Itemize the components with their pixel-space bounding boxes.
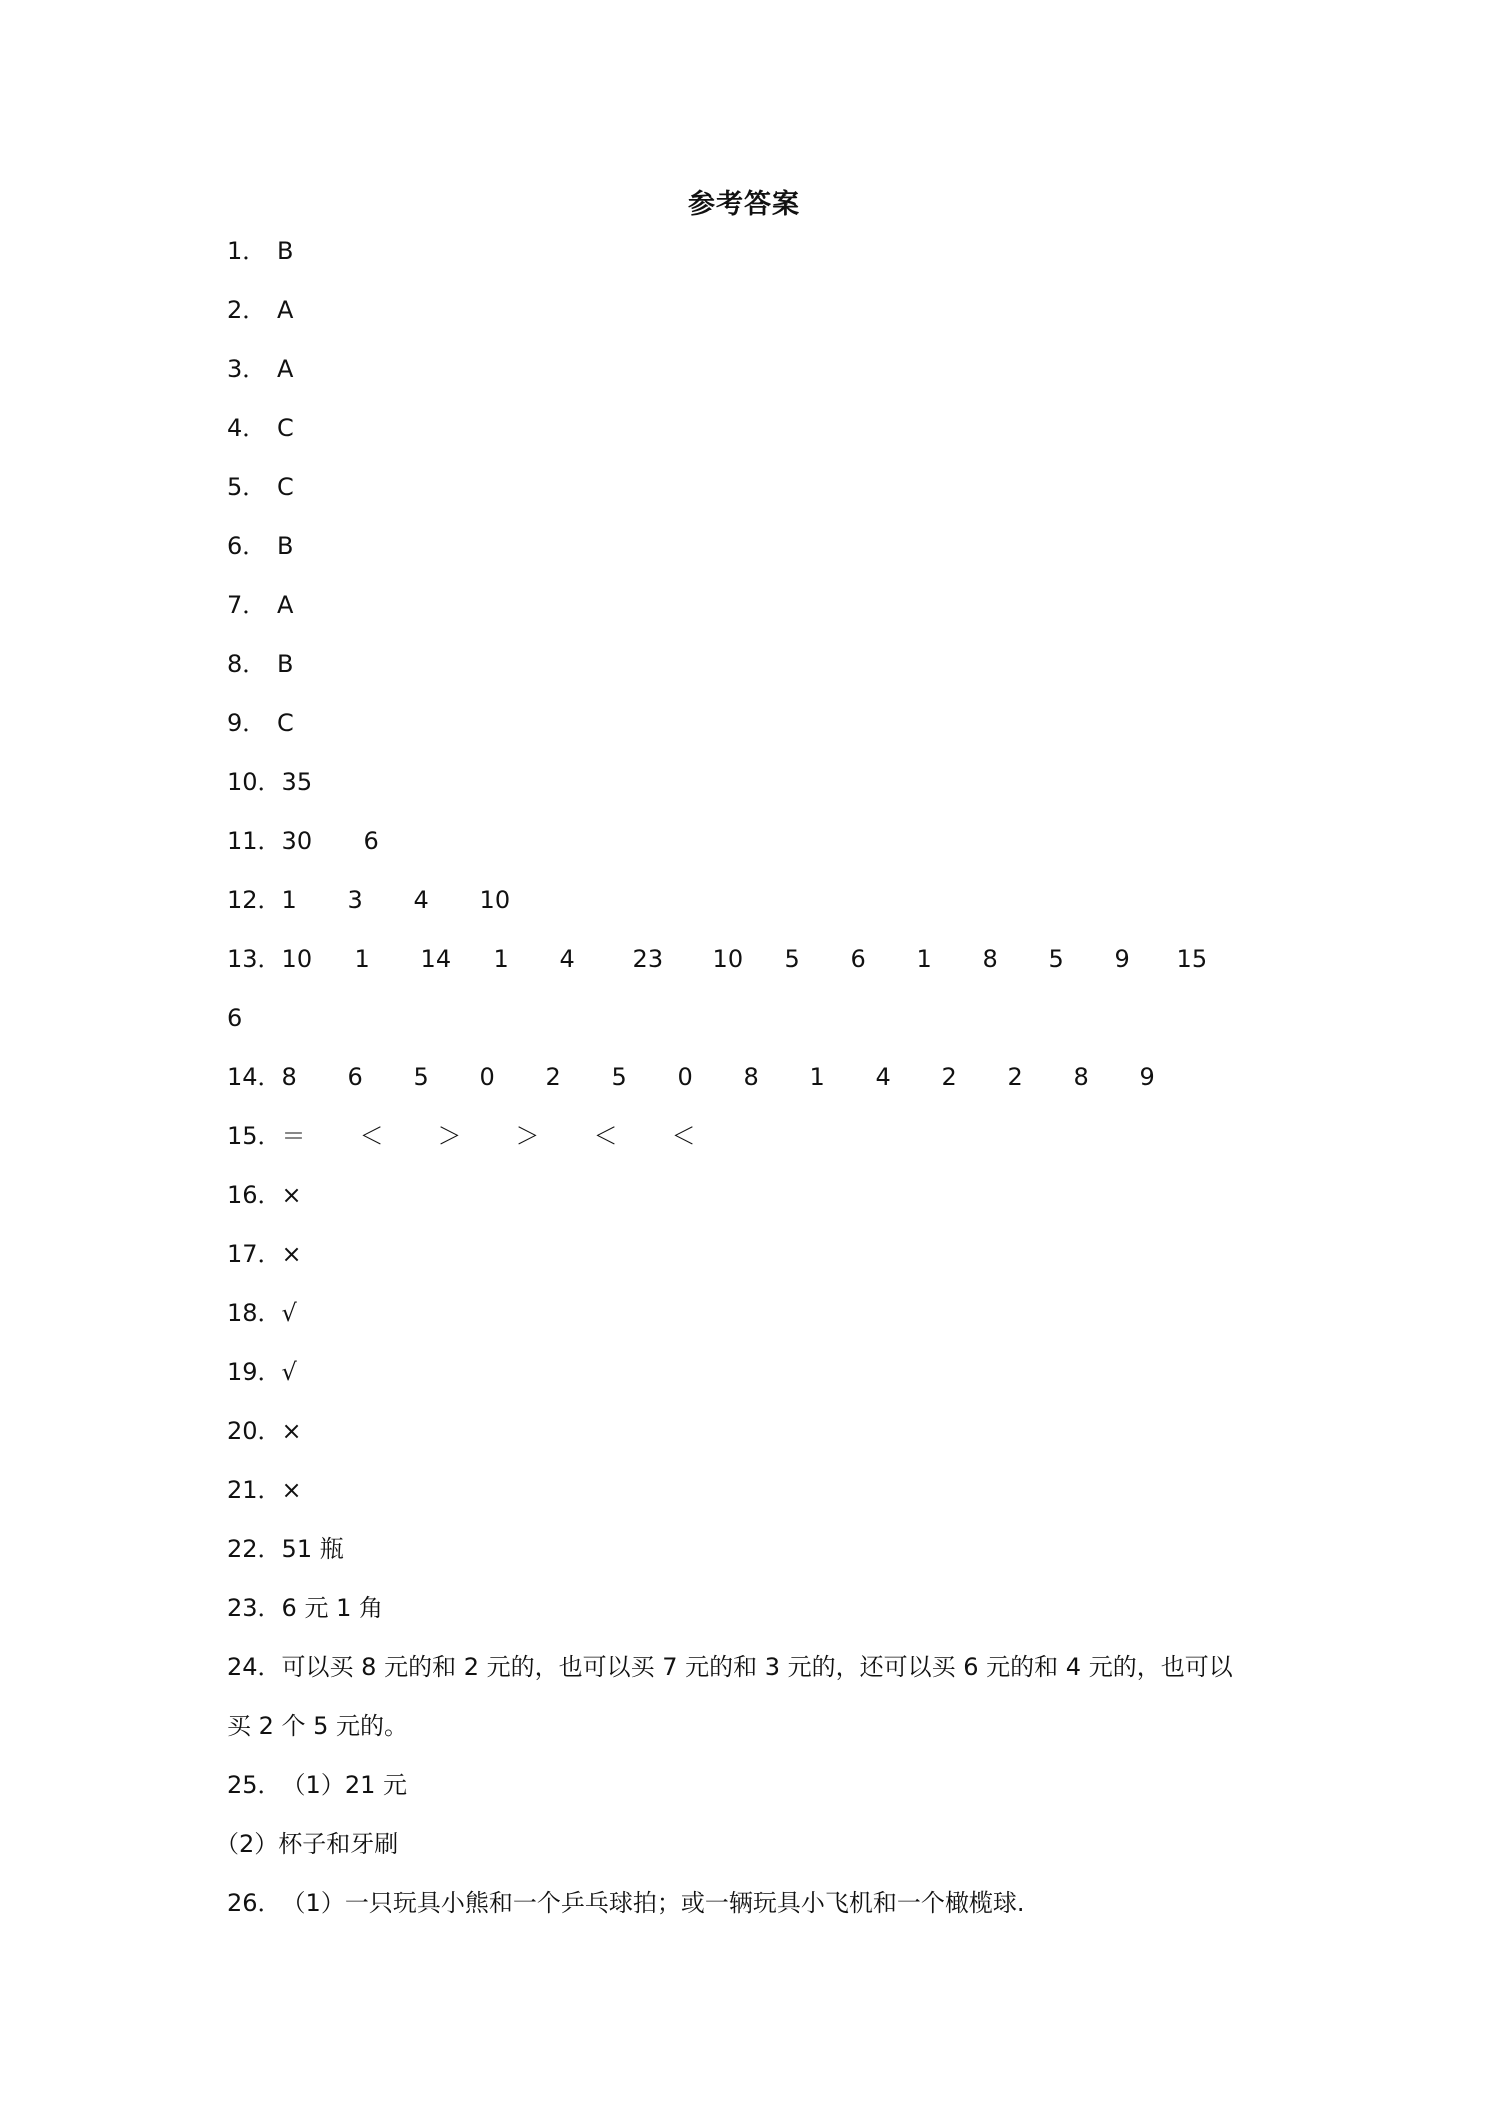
answer-text: （1）21 元 — [281, 1771, 407, 1799]
answer-21 — [227, 1475, 302, 1505]
answer-number: 14． — [227, 1063, 282, 1091]
answer-7 — [227, 590, 293, 620]
answer-text: 51 瓶 — [281, 1535, 344, 1563]
answer-text: × — [281, 1181, 302, 1209]
answer-cell: 9 — [1139, 1063, 1155, 1091]
answer-cell: 10 — [479, 886, 511, 914]
answer-text: C — [277, 709, 294, 737]
answer-22 — [227, 1534, 344, 1564]
answer-cell: ＞ — [515, 1122, 540, 1150]
answer-25 — [227, 1770, 407, 1800]
answer-cell: 15 — [1176, 945, 1208, 973]
answer-cell: 8 — [743, 1063, 759, 1091]
answer-cell: ＜ — [593, 1122, 618, 1150]
answer-text: 6 元 1 角 — [281, 1594, 383, 1622]
answer-cell: 0 — [677, 1063, 693, 1091]
answer-3 — [227, 354, 293, 384]
answer-number: 5． — [227, 473, 267, 501]
answer-26 — [227, 1888, 1024, 1918]
answer-number: 26． — [227, 1889, 282, 1917]
answer-19 — [227, 1357, 297, 1387]
answer-cell: 0 — [479, 1063, 495, 1091]
answer-cell: 5 — [784, 945, 800, 973]
answer-text: A — [277, 591, 294, 619]
answer-text: B — [277, 237, 294, 265]
answer-text: A — [277, 355, 294, 383]
answer-number: 24． — [227, 1653, 282, 1681]
answer-cell: ＞ — [437, 1122, 462, 1150]
answer-text: × — [281, 1417, 302, 1445]
answer-number: 15． — [227, 1122, 282, 1150]
answer-2 — [227, 295, 293, 325]
answer-number: 3． — [227, 355, 267, 383]
answer-cell: 2 — [545, 1063, 561, 1091]
answer-5 — [227, 472, 294, 502]
answer-16 — [227, 1180, 302, 1210]
answer-cell: 5 — [413, 1063, 429, 1091]
answer-text: × — [281, 1240, 302, 1268]
answer-18 — [227, 1298, 297, 1328]
answer-number: 18． — [227, 1299, 282, 1327]
answer-number: 17． — [227, 1240, 282, 1268]
answer-cells — [282, 1063, 1155, 1091]
answer-20 — [227, 1416, 302, 1446]
answer-text: （1）一只玩具小熊和一个乒乓球拍；或一辆玩具小飞机和一个橄榄球. — [281, 1889, 1025, 1917]
answer-cell: 1 — [354, 945, 370, 973]
answer-cell: 5 — [611, 1063, 627, 1091]
answer-cell: 8 — [281, 1063, 297, 1091]
answer-cell: 2 — [1007, 1063, 1023, 1091]
answer-cell: 1 — [493, 945, 509, 973]
answer-cell: 8 — [982, 945, 998, 973]
answer-23 — [227, 1593, 383, 1623]
answer-cell: ＝ — [281, 1122, 306, 1150]
answer-cell: ＜ — [671, 1122, 696, 1150]
answer-number: 16． — [227, 1181, 282, 1209]
answer-text: × — [281, 1476, 302, 1504]
page-title: 参考答案 — [688, 189, 800, 220]
answer-number: 7． — [227, 591, 267, 619]
answer-4 — [227, 413, 294, 443]
answer-cell: 1 — [916, 945, 932, 973]
answer-number: 10． — [227, 768, 282, 796]
answer-13 — [227, 944, 1207, 974]
answer-6 — [227, 531, 293, 561]
answer-8 — [227, 649, 293, 679]
answer-number: 13． — [227, 945, 282, 973]
answer-cell: 5 — [1048, 945, 1064, 973]
answer-cells — [282, 945, 1208, 973]
answer-cell: 9 — [1114, 945, 1130, 973]
answer-cell: 4 — [875, 1063, 891, 1091]
answer-cell: 14 — [420, 945, 452, 973]
answer-number: 19． — [227, 1358, 282, 1386]
answer-14 — [227, 1062, 1155, 1092]
answer-number: 21． — [227, 1476, 282, 1504]
answer-cell: 1 — [809, 1063, 825, 1091]
answer-cell: 6 — [363, 827, 379, 855]
answer-number: 12． — [227, 886, 282, 914]
answer-cell: 1 — [281, 886, 297, 914]
answer-cells — [282, 827, 379, 855]
answer-17 — [227, 1239, 302, 1269]
answer-number: 1． — [227, 237, 267, 265]
answer-cells — [282, 886, 511, 914]
answer-text: √ — [281, 1299, 297, 1327]
answer-12 — [227, 885, 510, 915]
answer-cells — [282, 1122, 696, 1150]
answer-cell: ＜ — [359, 1122, 384, 1150]
answer-number: 2． — [227, 296, 267, 324]
answer-text: A — [277, 296, 294, 324]
answer-cell: 6 — [347, 1063, 363, 1091]
answer-11 — [227, 826, 379, 856]
answer-number: 23． — [227, 1594, 282, 1622]
answer-cell: 4 — [559, 945, 575, 973]
answer-number: 20． — [227, 1417, 282, 1445]
answer-9 — [227, 708, 294, 738]
answer-number: 22． — [227, 1535, 282, 1563]
answer-text: √ — [281, 1358, 297, 1386]
answer-15 — [227, 1121, 696, 1151]
answer-cell: 10 — [712, 945, 744, 973]
answer-text: B — [277, 650, 294, 678]
answer-cell: 23 — [632, 945, 664, 973]
answer-24-continuation: 买 2 个 5 元的。 — [227, 1712, 409, 1740]
answer-text: C — [277, 414, 294, 442]
answer-1 — [227, 236, 293, 266]
answer-number: 25． — [227, 1771, 282, 1799]
answer-text: C — [277, 473, 294, 501]
answer-number: 6． — [227, 532, 267, 560]
answer-cell: 4 — [413, 886, 429, 914]
answer-number: 9． — [227, 709, 267, 737]
answer-cell: 2 — [941, 1063, 957, 1091]
answer-cell: 10 — [281, 945, 313, 973]
answer-number: 4． — [227, 414, 267, 442]
answer-25-part-2: （2）杯子和牙刷 — [215, 1830, 399, 1858]
answer-number: 11． — [227, 827, 282, 855]
answer-cell: 8 — [1073, 1063, 1089, 1091]
answer-13-continuation: 6 — [227, 1004, 243, 1032]
answer-text: B — [277, 532, 294, 560]
answer-24 — [227, 1652, 1233, 1682]
answer-cell: 30 — [281, 827, 313, 855]
answer-text: 可以买 8 元的和 2 元的，也可以买 7 元的和 3 元的，还可以买 6 元的和 4 元的，也可以 — [281, 1653, 1233, 1681]
answer-cell: 6 — [850, 945, 866, 973]
answer-cell: 3 — [347, 886, 363, 914]
answer-text: 35 — [281, 768, 313, 796]
answer-10 — [227, 767, 312, 797]
answer-number: 8． — [227, 650, 267, 678]
